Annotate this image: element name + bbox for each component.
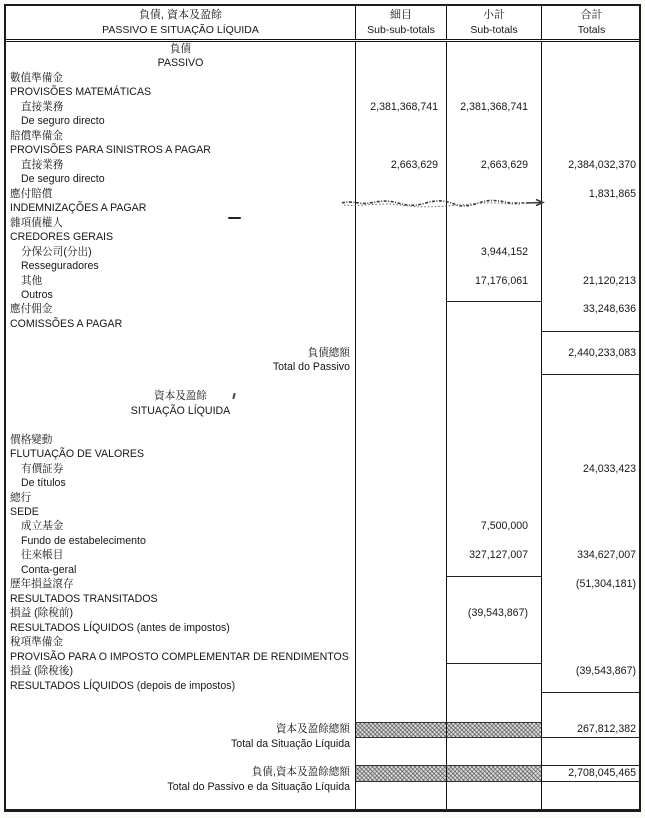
row-label: 雜項債權人 — [10, 216, 63, 229]
cell-sub-sub-total — [355, 519, 446, 533]
cell-sub-sub-total — [355, 650, 446, 664]
row-label: PROVISÕES MATEMÁTICAS — [10, 86, 152, 99]
cell-sub-total — [446, 693, 541, 707]
table-row — [6, 288, 639, 302]
cell-total — [541, 259, 641, 273]
cell-sub-total — [446, 679, 541, 693]
cell-sub-total: 17,176,061 — [446, 274, 541, 288]
header-col4-pt: Totals — [577, 24, 606, 36]
cell-total — [541, 737, 641, 751]
cell-total — [541, 201, 641, 215]
table-row — [6, 143, 639, 157]
table-row — [6, 56, 639, 70]
table-row — [6, 404, 639, 418]
table-row — [6, 447, 639, 461]
cell-sub-total — [446, 650, 541, 664]
cell-total — [541, 679, 641, 693]
row-label: De seguro directo — [21, 115, 105, 128]
table-row — [6, 708, 639, 722]
row-label: RESULTADOS LÍQUIDOS (antes de impostos) — [10, 621, 230, 634]
cell-sub-total — [446, 71, 541, 85]
row-label: 直接業務 — [21, 158, 64, 171]
table-row — [6, 505, 639, 519]
cell-sub-total — [446, 302, 541, 316]
table-row — [6, 635, 639, 649]
cell-sub-total — [446, 317, 541, 331]
header-col-sub-sub-totals — [355, 6, 446, 39]
table-row — [6, 100, 639, 114]
table-row — [6, 71, 639, 85]
row-label — [6, 751, 355, 765]
cell-sub-total — [446, 172, 541, 186]
cell-sub-sub-total — [355, 288, 446, 302]
table-row — [6, 462, 639, 476]
row-label: RESULTADOS TRANSITADOS — [10, 592, 158, 605]
table-row — [6, 519, 639, 533]
row-label: 負債總額 — [307, 346, 350, 359]
cell-sub-sub-total — [355, 751, 446, 765]
row-label: 負債,資本及盈餘總額 — [251, 766, 350, 779]
cell-sub-total — [446, 563, 541, 577]
cell-total — [541, 693, 641, 707]
cell-sub-sub-total — [355, 447, 446, 461]
table-row — [6, 491, 639, 505]
cell-sub-total — [446, 621, 541, 635]
row-label: Fundo de estabelecimento — [21, 534, 146, 547]
table-row — [6, 302, 639, 316]
table-row — [6, 765, 639, 779]
cell-sub-total — [446, 751, 541, 765]
cell-sub-sub-total — [355, 505, 446, 519]
cell-sub-total — [446, 187, 541, 201]
header-col3-pt: Sub-totals — [470, 24, 518, 36]
cell-sub-sub-total — [355, 577, 446, 591]
row-label: 總行 — [10, 491, 32, 504]
row-label: Total do Passivo — [272, 361, 350, 374]
row-label: 分保公司(分出) — [21, 245, 92, 258]
cell-total: (51,304,181) — [541, 577, 641, 591]
cell-sub-sub-total — [355, 563, 446, 577]
table-row — [6, 114, 639, 128]
cell-sub-total — [446, 462, 541, 476]
cell-sub-total — [446, 129, 541, 143]
cell-total — [541, 476, 641, 490]
header-col2-pt: Sub-sub-totals — [367, 24, 435, 36]
cell-sub-total — [446, 346, 541, 360]
table-row — [6, 216, 639, 230]
table-row — [6, 563, 639, 577]
table-row — [6, 375, 639, 389]
cell-sub-total — [446, 259, 541, 273]
table-row — [6, 794, 639, 808]
cell-sub-sub-total — [355, 331, 446, 345]
table-body — [6, 42, 639, 809]
row-label — [6, 794, 355, 808]
cell-sub-sub-total — [355, 722, 446, 737]
row-label: Resseguradores — [21, 260, 99, 273]
row-label: 稅項準備金 — [10, 636, 63, 649]
table-row — [6, 679, 639, 693]
cell-sub-total — [446, 635, 541, 649]
table-row — [6, 476, 639, 490]
cell-total — [541, 331, 641, 345]
cell-total: 24,033,423 — [541, 462, 641, 476]
row-label: PROVISÃO PARA O IMPOSTO COMPLEMENTAR DE RENDIMENTOS — [10, 650, 349, 663]
cell-total — [541, 433, 641, 447]
cell-sub-sub-total — [355, 201, 446, 215]
header-col1-pt: PASSIVO E SITUAÇÃO LÍQUIDA — [102, 24, 259, 36]
cell-sub-total — [446, 534, 541, 548]
cell-sub-total — [446, 389, 541, 403]
table-row — [6, 737, 639, 751]
cell-total — [541, 360, 641, 374]
table-row — [6, 317, 639, 331]
row-label: 直接業務 — [21, 100, 64, 113]
table-row — [6, 129, 639, 143]
table-row — [6, 158, 639, 172]
cell-sub-total: 327,127,007 — [446, 548, 541, 562]
cell-sub-sub-total — [355, 259, 446, 273]
cell-sub-sub-total — [355, 737, 446, 751]
table-row — [6, 433, 639, 447]
cell-sub-sub-total — [355, 534, 446, 548]
cell-sub-sub-total — [355, 71, 446, 85]
cell-sub-total — [446, 592, 541, 606]
cell-sub-sub-total — [355, 317, 446, 331]
row-label: 資本及盈餘總額 — [275, 723, 350, 736]
cell-total: 21,120,213 — [541, 274, 641, 288]
cell-sub-sub-total — [355, 462, 446, 476]
row-label: De títulos — [21, 477, 66, 490]
row-label — [6, 331, 355, 345]
cell-sub-sub-total: 2,663,629 — [355, 158, 446, 172]
cell-total: (39,543,867) — [541, 664, 641, 678]
table-row — [6, 722, 639, 736]
cell-sub-sub-total — [355, 114, 446, 128]
cell-sub-sub-total — [355, 129, 446, 143]
cell-sub-sub-total — [355, 418, 446, 432]
cell-sub-sub-total — [355, 302, 446, 316]
cell-total — [541, 404, 641, 418]
table-row — [6, 42, 639, 56]
cell-total — [541, 418, 641, 432]
cell-sub-total: (39,543,867) — [446, 606, 541, 620]
table-row — [6, 389, 639, 403]
cell-total — [541, 505, 641, 519]
table-row — [6, 418, 639, 432]
cell-sub-total — [446, 505, 541, 519]
cell-sub-total — [446, 201, 541, 215]
row-label: FLUTUAÇÃO DE VALORES — [10, 448, 145, 461]
cell-total — [541, 42, 641, 56]
cell-sub-total — [446, 85, 541, 99]
cell-sub-total — [446, 375, 541, 389]
table-row — [6, 751, 639, 765]
cell-total — [541, 447, 641, 461]
cell-sub-total — [446, 288, 541, 302]
cell-total — [541, 780, 641, 794]
cell-sub-sub-total — [355, 346, 446, 360]
cell-total — [541, 606, 641, 620]
cell-sub-sub-total: 2,381,368,741 — [355, 100, 446, 114]
cell-total — [541, 375, 641, 389]
row-label: Outros — [21, 288, 53, 301]
table-header — [6, 6, 639, 42]
cell-total — [541, 592, 641, 606]
cell-sub-sub-total — [355, 679, 446, 693]
cell-total — [541, 172, 641, 186]
table-row — [6, 346, 639, 360]
cell-sub-sub-total — [355, 42, 446, 56]
cell-sub-sub-total — [355, 621, 446, 635]
row-label: SEDE — [10, 506, 39, 518]
cell-sub-total — [446, 708, 541, 722]
cell-total: 33,248,636 — [541, 302, 641, 316]
cell-total: 2,708,045,465 — [541, 765, 641, 781]
table-row — [6, 259, 639, 273]
row-label: COMISSÕES A PAGAR — [10, 317, 123, 330]
cell-sub-sub-total — [355, 216, 446, 230]
cell-total — [541, 245, 641, 259]
table-row — [6, 245, 639, 259]
cell-total — [541, 708, 641, 722]
header-col3-zh: 小計 — [483, 9, 505, 21]
row-label — [6, 418, 355, 432]
row-label: 損益 (除稅後) — [10, 665, 73, 678]
cell-sub-total — [446, 447, 541, 461]
table-row — [6, 85, 639, 99]
row-label: PASSIVO — [157, 57, 204, 70]
cell-sub-sub-total — [355, 85, 446, 99]
header-col-sub-totals — [446, 6, 541, 39]
cell-sub-sub-total — [355, 389, 446, 403]
cell-sub-total — [446, 780, 541, 794]
table-row — [6, 230, 639, 244]
cell-total — [541, 288, 641, 302]
cell-sub-sub-total — [355, 794, 446, 808]
row-label — [6, 708, 355, 722]
header-col1-zh: 負債, 資本及盈餘 — [138, 9, 223, 21]
balance-sheet-table — [4, 4, 641, 812]
row-label: 往來帳目 — [21, 549, 64, 562]
header-col-descriptions — [6, 6, 355, 39]
cell-sub-sub-total — [355, 635, 446, 649]
row-label: 其他 — [21, 274, 43, 287]
cell-total — [541, 389, 641, 403]
cell-sub-sub-total — [355, 404, 446, 418]
cell-sub-total — [446, 404, 541, 418]
cell-total: 267,812,382 — [541, 722, 641, 737]
cell-sub-total — [446, 114, 541, 128]
row-label — [6, 693, 355, 707]
cell-total: 2,440,233,083 — [541, 346, 641, 360]
cell-total — [541, 129, 641, 143]
cell-total — [541, 71, 641, 85]
cell-total — [541, 114, 641, 128]
table-row — [6, 360, 639, 374]
cell-sub-sub-total — [355, 230, 446, 244]
table-row — [6, 172, 639, 186]
header-col2-zh: 細目 — [390, 9, 412, 21]
cell-sub-sub-total — [355, 693, 446, 707]
cell-sub-sub-total — [355, 476, 446, 490]
cell-sub-total — [446, 433, 541, 447]
cell-sub-total — [446, 794, 541, 808]
cell-sub-total — [446, 143, 541, 157]
cell-total — [541, 794, 641, 808]
row-label: 有價証券 — [21, 462, 64, 475]
cell-total — [541, 56, 641, 70]
cell-sub-total — [446, 491, 541, 505]
row-label: 應付賠償 — [10, 187, 53, 200]
cell-total — [541, 317, 641, 331]
cell-total — [541, 519, 641, 533]
row-label: 賠償準備金 — [10, 129, 63, 142]
cell-sub-sub-total — [355, 708, 446, 722]
cell-total — [541, 100, 641, 114]
cell-sub-total: 7,500,000 — [446, 519, 541, 533]
cell-total — [541, 534, 641, 548]
table-row — [6, 201, 639, 215]
cell-sub-sub-total — [355, 491, 446, 505]
row-label: INDEMNIZAÇÕES A PAGAR — [10, 202, 147, 215]
row-label: SITUAÇÃO LÍQUIDA — [130, 404, 231, 417]
table-row — [6, 577, 639, 591]
table-row — [6, 534, 639, 548]
cell-total — [541, 143, 641, 157]
row-label: 資本及盈餘 — [154, 390, 207, 403]
row-label: CREDORES GERAIS — [10, 231, 114, 244]
cell-total — [541, 563, 641, 577]
cell-sub-sub-total — [355, 548, 446, 562]
table-row — [6, 274, 639, 288]
table-row — [6, 621, 639, 635]
cell-sub-sub-total — [355, 56, 446, 70]
cell-sub-sub-total — [355, 606, 446, 620]
cell-sub-total — [446, 56, 541, 70]
cell-sub-total — [446, 360, 541, 374]
table-row — [6, 187, 639, 201]
cell-sub-total — [446, 722, 541, 737]
row-label: Total do Passivo e da Situação Líquida — [167, 780, 350, 793]
row-label: 數值準備金 — [10, 71, 63, 84]
cell-total — [541, 635, 641, 649]
table-row — [6, 693, 639, 707]
cell-sub-total: 3,944,152 — [446, 245, 541, 259]
cell-sub-sub-total — [355, 592, 446, 606]
row-label: RESULTADOS LÍQUIDOS (depois de impostos) — [10, 679, 236, 692]
cell-total — [541, 216, 641, 230]
cell-sub-sub-total — [355, 274, 446, 288]
table-row — [6, 780, 639, 794]
row-label: 歷年損益滾存 — [10, 578, 74, 591]
table-row — [6, 650, 639, 664]
row-label: 成立基金 — [21, 520, 64, 533]
cell-sub-total — [446, 476, 541, 490]
cell-total — [541, 751, 641, 765]
cell-sub-sub-total — [355, 664, 446, 678]
cell-sub-total — [446, 737, 541, 751]
cell-sub-total — [446, 216, 541, 230]
cell-sub-total — [446, 42, 541, 56]
cell-sub-sub-total — [355, 375, 446, 389]
cell-sub-sub-total — [355, 143, 446, 157]
cell-sub-sub-total — [355, 172, 446, 186]
cell-sub-sub-total — [355, 433, 446, 447]
row-label: 負債 — [169, 43, 192, 55]
cell-sub-total — [446, 418, 541, 432]
cell-total — [541, 650, 641, 664]
cell-sub-total — [446, 664, 541, 678]
cell-total — [541, 85, 641, 99]
header-col-totals — [541, 6, 641, 39]
row-label: Conta-geral — [21, 563, 77, 576]
cell-sub-total — [446, 230, 541, 244]
table-row — [6, 592, 639, 606]
row-label: Total da Situação Líquida — [231, 737, 350, 750]
row-label: 價格變動 — [10, 433, 53, 446]
table-row — [6, 664, 639, 678]
cell-sub-total: 2,663,629 — [446, 158, 541, 172]
row-label: PROVISÕES PARA SINISTROS A PAGAR — [10, 144, 211, 157]
cell-sub-sub-total — [355, 360, 446, 374]
cell-sub-sub-total — [355, 245, 446, 259]
table-row — [6, 331, 639, 345]
row-label: 損益 (除稅前) — [10, 607, 73, 620]
cell-sub-total — [446, 577, 541, 591]
header-col4-zh: 合計 — [580, 9, 603, 21]
cell-sub-total: 2,381,368,741 — [446, 100, 541, 114]
row-label: 應付佣金 — [10, 303, 53, 316]
cell-sub-sub-total — [355, 780, 446, 794]
table-row — [6, 606, 639, 620]
table-row — [6, 548, 639, 562]
row-label: De seguro directo — [21, 173, 105, 186]
cell-total: 334,627,007 — [541, 548, 641, 562]
cell-total — [541, 230, 641, 244]
cell-total: 2,384,032,370 — [541, 158, 641, 172]
cell-total — [541, 621, 641, 635]
cell-sub-sub-total — [355, 187, 446, 201]
cell-total — [541, 491, 641, 505]
row-label — [6, 375, 355, 389]
cell-total: 1,831,865 — [541, 187, 641, 201]
cell-sub-total — [446, 331, 541, 345]
